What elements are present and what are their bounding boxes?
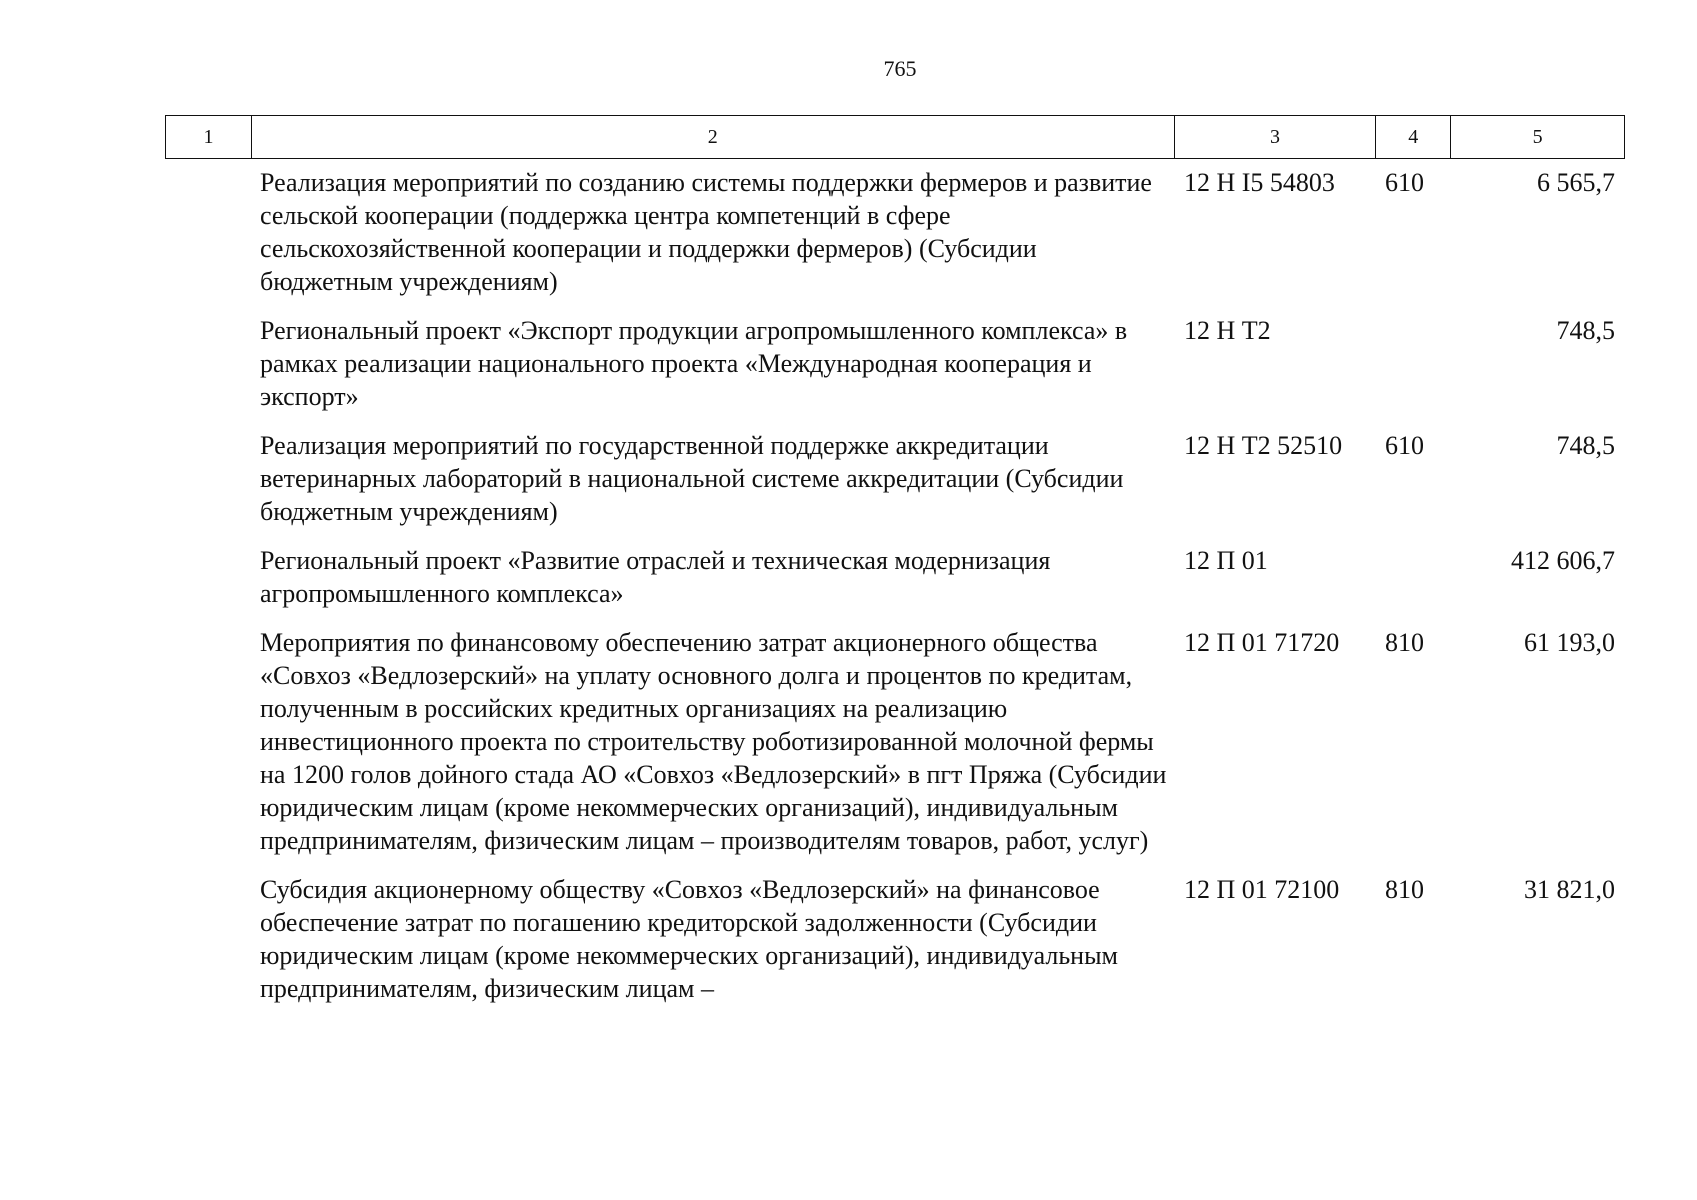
table-row [165, 166, 1625, 298]
table-row [165, 314, 1625, 413]
row-type: 610 [1385, 431, 1424, 460]
table-body [165, 166, 1625, 1021]
row-type [1377, 544, 1452, 610]
row-amount: 748,5 [1556, 431, 1615, 460]
row-code: 12 Н Т2 52510 [1184, 431, 1343, 460]
header-cell-5: 5 [1532, 125, 1543, 148]
row-number [165, 544, 251, 610]
row-type: 810 [1385, 628, 1424, 657]
row-amount: 61 193,0 [1524, 628, 1615, 657]
row-amount: 6 565,7 [1537, 168, 1615, 197]
row-description: Региональный проект «Экспорт продукции агропромышленного комплекса» в рамках реализации национального проекта «Международная кооперация и экспорт» [260, 316, 1128, 411]
row-description: Реализация мероприятий по государственной поддержке аккредитации ветеринарных лабораторий в национальной системе аккредитации (Субсидии бюджетным учреждениям) [260, 431, 1124, 526]
row-type: 610 [1385, 168, 1424, 197]
header-cell-4: 4 [1376, 116, 1451, 158]
row-description: Мероприятия по финансовому обеспечению затрат акционерного общества «Совхоз «Ведлозерский» на уплату основного долга и процентов по кредитам, полученным в российских кредитных организациях на реализацию инвестиционного проекта по строительству роботизированной молочной фермы на 1200 голов дойного стада АО «Совхоз «Ведлозерский» в пгт Пряжа (Субсидии юридическим лицам (кроме некоммерческих организаций), индивидуальным предпринимателям, физическим лицам – производителям товаров, работ, услуг) [260, 628, 1167, 855]
row-type [1377, 314, 1452, 413]
row-type: 810 [1385, 875, 1424, 904]
row-code: 12 Н Т2 [1184, 316, 1271, 345]
row-amount: 748,5 [1556, 316, 1615, 345]
row-description: Субсидия акционерному обществу «Совхоз «Ведлозерский» на финансовое обеспечение затрат по погашению кредиторской задолженности (Субсидии юридическим лицам (кроме некоммерческих организаций), индивидуальным предпринимателям, физическим лицам – [260, 875, 1119, 1003]
page-number: 765 [883, 56, 917, 81]
row-amount: 412 606,7 [1511, 546, 1615, 575]
table-row [165, 626, 1625, 857]
table-row [165, 544, 1625, 610]
row-code: 12 Н I5 54803 [1184, 168, 1335, 197]
table-row [165, 873, 1625, 1005]
row-amount: 31 821,0 [1524, 875, 1615, 904]
row-description: Региональный проект «Развитие отраслей и техническая модернизация агропромышленного комплекса» [260, 546, 1051, 608]
row-code: 12 П 01 [1184, 546, 1268, 575]
header-cell-1: 1 [166, 116, 252, 158]
row-number [165, 626, 251, 857]
row-description: Реализация мероприятий по созданию системы поддержки фермеров и развитие сельской кооперации (поддержка центра компетенций в сфере сельскохозяйственной кооперации и поддержки фермеров) (Субсидии бюджетным учреждениям) [260, 168, 1152, 296]
table-row [165, 429, 1625, 528]
table-header [165, 115, 1625, 159]
row-code: 12 П 01 72100 [1184, 875, 1340, 904]
row-number [165, 166, 251, 298]
header-cell-2: 2 [252, 116, 1175, 158]
row-code: 12 П 01 71720 [1184, 628, 1340, 657]
row-number [165, 429, 251, 528]
row-number [165, 873, 251, 1005]
header-cell-3: 3 [1175, 116, 1377, 158]
row-number [165, 314, 251, 413]
